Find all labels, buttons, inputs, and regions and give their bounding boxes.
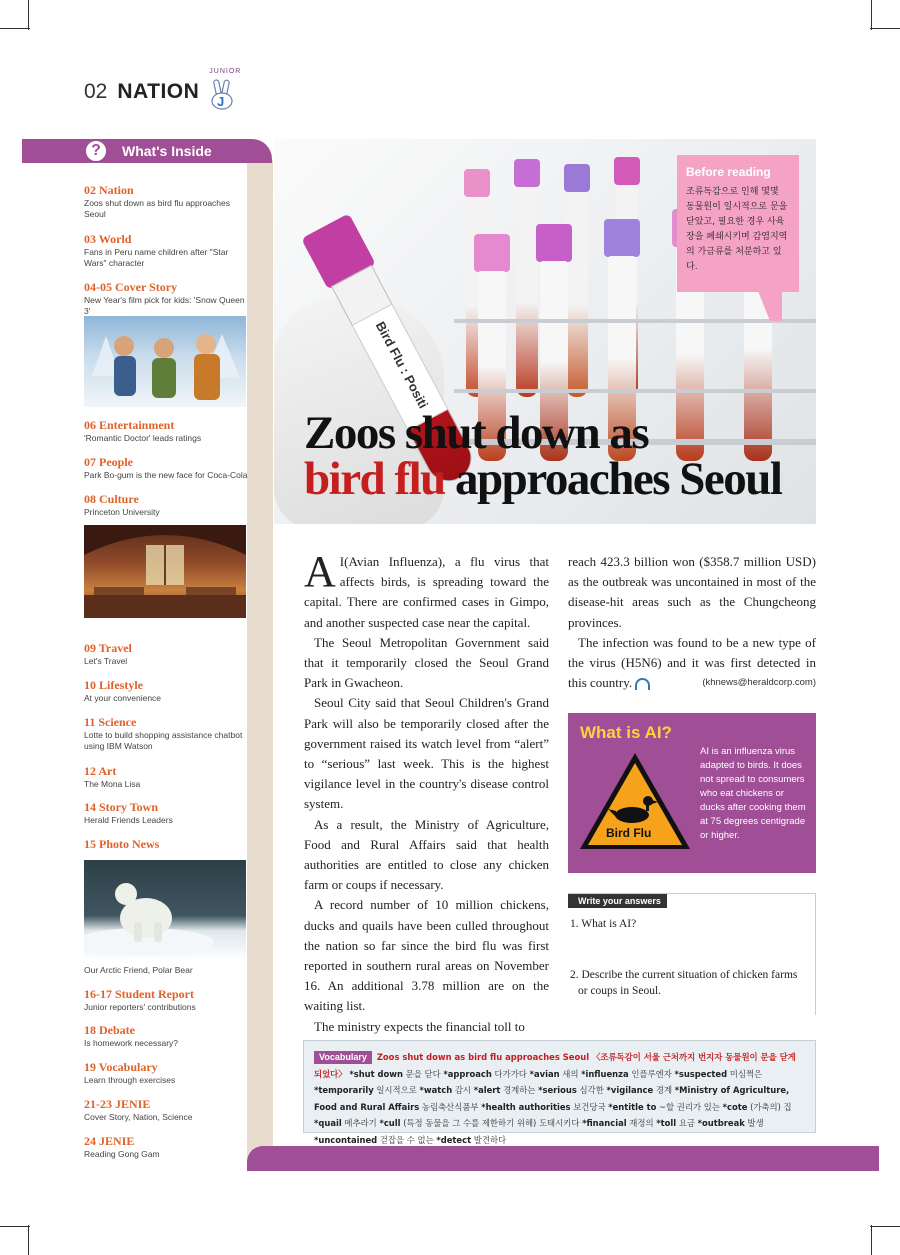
vocab-meaning: 발견하다: [473, 1134, 507, 1145]
toc-item[interactable]: [84, 1023, 249, 1049]
vocab-word: *toll: [656, 1118, 677, 1128]
vocab-meaning: ~할 권리가 있는: [659, 1101, 720, 1112]
toc-item-title: 07 People: [84, 455, 133, 469]
junior-logo: [205, 68, 242, 112]
question-icon: ?: [84, 139, 108, 163]
toc-item-subtitle: Park Bo-gum is the new face for Coca-Cola: [84, 470, 248, 480]
vocab-meaning: 새의: [562, 1068, 579, 1079]
toc-item-subtitle: New Year's film pick for kids: 'Snow Queen 3': [84, 295, 245, 316]
vocab-meaning: 경계하는: [503, 1085, 536, 1095]
tube-cap: [564, 164, 590, 192]
answers-tab: Write your answers: [568, 894, 667, 908]
drop-cap: A: [304, 547, 336, 596]
question-2: 2. Describe the current situation of chicken farms: [570, 969, 798, 981]
toc-item-title: 04-05 Cover Story: [84, 280, 178, 294]
vocabulary-headline: Zoos shut down as bird flu approaches Seoul 〈조류독감이 서울 근처까지 번지자 동물원이 문을 닫게 되었다〉: [314, 1052, 796, 1079]
crop-mark: [0, 1226, 30, 1227]
headline-line2: [304, 453, 814, 505]
article-paragraph: The infection was found to be a new type of the virus (H5N6) and it was first detected in this country.: [568, 634, 816, 691]
vocab-meaning: 다가가다: [494, 1068, 527, 1079]
toc-item-title: 16-17 Student Report: [84, 987, 194, 1001]
toc-item[interactable]: [84, 987, 249, 1013]
toc-item-subtitle: 'Romantic Doctor' leads ratings: [84, 433, 202, 443]
vocab-word: *influenza: [581, 1068, 629, 1079]
toc-item-subtitle: Zoos shut down as bird flu approaches Seoul: [84, 198, 231, 219]
princeton-hall-image: [84, 525, 246, 618]
page-header: [84, 68, 242, 112]
toc-item[interactable]: [84, 183, 249, 219]
toc-item[interactable]: [84, 837, 249, 851]
vocab-word: *watch: [419, 1085, 453, 1095]
answers-box: [568, 893, 816, 1015]
vocabulary-entries: [314, 1069, 792, 1145]
toc-item[interactable]: [84, 964, 249, 976]
vocab-word: *alert: [473, 1085, 501, 1095]
logo-text: JUNIOR: [209, 68, 242, 75]
toc-item-subtitle: Our Arctic Friend, Polar Bear: [84, 965, 193, 975]
toc-item-title: 03 World: [84, 232, 132, 246]
vocab-meaning: 감시: [454, 1085, 472, 1095]
tube-cap: [514, 159, 540, 187]
vocab-word: *cull: [379, 1118, 401, 1128]
toc-item-subtitle: Lotte to build shopping assistance chatbot using IBM Watson: [84, 730, 243, 751]
toc-item-title: 14 Story Town: [84, 800, 159, 814]
vocab-meaning: 재정의: [629, 1118, 654, 1128]
question-2-continued: or coups in Seoul.: [578, 985, 662, 997]
vocab-word: *entitle to: [608, 1101, 657, 1112]
toc-item[interactable]: [84, 764, 249, 790]
article-paragraph: Seoul City said that Seoul Children's Grand Park will also be temporarily closed after the government raised its watch level from “alert” to “serious” last week. This is the highest vigilance level in the country's disease control system.: [304, 695, 549, 812]
toc-item-title: 15 Photo News: [84, 837, 160, 851]
headphone-icon[interactable]: [635, 678, 650, 690]
crop-mark: [0, 28, 30, 29]
bird-flu-sign-label: Bird Flu: [606, 826, 652, 840]
toc-item-title: 11 Science: [84, 715, 137, 729]
vocab-word: *shut down: [349, 1068, 403, 1079]
toc-item-title: 09 Travel: [84, 641, 132, 655]
bottom-bar: [247, 1146, 879, 1171]
vocab-word: *detect: [436, 1134, 472, 1145]
toc-item-subtitle: Cover Story, Nation, Science: [84, 1112, 193, 1122]
toc-item[interactable]: [84, 641, 249, 667]
whats-inside-title: What's Inside: [122, 143, 212, 159]
what-is-ai-box: [568, 713, 816, 873]
toc-item-subtitle: Learn through exercises: [84, 1075, 176, 1085]
toc-item[interactable]: [84, 418, 249, 444]
article-paragraph: The Seoul Metropolitan Government said that it temporarily closed the Seoul Grand Park in Gwacheon.: [304, 634, 549, 691]
article-headline: [304, 407, 814, 505]
crop-mark: [28, 0, 29, 30]
vocab-word: *serious: [538, 1085, 577, 1095]
toc-item-title: 12 Art: [84, 764, 117, 778]
hand-v-icon: [205, 72, 241, 112]
toc-item-subtitle: Junior reporters' contributions: [84, 1002, 196, 1012]
crop-mark: [28, 1225, 29, 1255]
vocab-word: *cote: [722, 1101, 748, 1112]
article-column-2: [568, 552, 816, 693]
vocab-word: *temporarily: [314, 1085, 374, 1095]
crop-mark: [871, 0, 872, 30]
toc-item[interactable]: [84, 280, 249, 316]
article-paragraph: reach 423.3 billion won ($358.7 million USD) as the outbreak was uncontained in most of the disease-hit areas such as the Chungcheong provinces.: [568, 554, 816, 630]
vocab-meaning: (가축의) 집: [750, 1101, 792, 1112]
vocab-meaning: 보건당국: [573, 1101, 606, 1112]
before-reading-title: Before reading: [686, 165, 771, 179]
vocab-word: *outbreak: [697, 1118, 745, 1128]
vocab-meaning: 경계: [655, 1085, 673, 1095]
vocab-word: *uncontained: [314, 1134, 378, 1145]
toc-item-subtitle: Let's Travel: [84, 656, 128, 666]
toc-item[interactable]: [84, 492, 249, 518]
toc-item[interactable]: [84, 455, 249, 481]
tube-cap: [464, 169, 490, 197]
vocab-word: *health authorities: [481, 1101, 571, 1112]
vocab-meaning: 발생: [747, 1118, 764, 1128]
toc-item-title: 21-23 JENIE: [84, 1097, 151, 1111]
test-tube: [516, 187, 538, 397]
vocab-meaning: 걷잡을 수 없는: [379, 1134, 434, 1145]
question-1: 1. What is AI?: [570, 918, 637, 930]
vocab-meaning: 문을 닫다: [405, 1068, 441, 1079]
vocab-meaning: 농림축산식품부: [421, 1101, 479, 1112]
page-number: 02: [84, 80, 108, 103]
toc-item[interactable]: [84, 715, 249, 751]
article-paragraph: As a result, the Ministry of Agriculture, Food and Rural Affairs said that health authorities are entitled to close any chicken farm or coups if necessary.: [304, 816, 549, 893]
article-paragraph: A record number of 10 million chickens, ducks and quails have been culled throughout the nation so far since the bird flu was first reported in southern rural areas on November 16. An additional 3.78 million are on the waiting list.: [304, 897, 549, 1014]
test-tube: [566, 192, 588, 397]
toc-item[interactable]: [84, 678, 249, 704]
vocab-meaning: 메추라기: [344, 1118, 377, 1128]
tube-cap: [474, 234, 510, 272]
toc-item[interactable]: [84, 232, 249, 268]
vocab-word: *suspected: [674, 1068, 728, 1079]
toc-item[interactable]: [84, 800, 249, 826]
vocab-word: *approach: [443, 1068, 492, 1079]
article-paragraph: The ministry expects the financial toll to: [314, 1018, 525, 1034]
headline-red: bird flu: [304, 453, 445, 505]
toc-item-subtitle: Herald Friends Leaders: [84, 815, 173, 825]
toc-item[interactable]: [84, 1097, 249, 1123]
speech-bubble-tail: [758, 291, 782, 321]
snow-queen-image: [84, 316, 246, 407]
article-paragraph: I(Avian Influenza), a flu virus that affects birds, is spreading toward the capital. There are confirmed cases in Gimpo, and another suspected case near the capital.: [304, 554, 549, 630]
whats-inside-header: [22, 139, 272, 163]
crop-mark: [871, 1225, 872, 1255]
vocab-meaning: (특정 동물을 그 수를 제한하기 위해) 도태시키다: [403, 1118, 580, 1128]
tube-cap: [604, 219, 640, 257]
ai-box-title: What is AI?: [580, 723, 672, 742]
author-email[interactable]: (khnews@heraldcorp.com): [702, 677, 816, 689]
toc-item-title: 19 Vocabulary: [84, 1060, 158, 1074]
article-column-1: [304, 547, 549, 1037]
vocabulary-tag: Vocabulary: [314, 1051, 372, 1064]
logo-letter: J: [217, 94, 225, 109]
vocab-word: *quail: [314, 1118, 342, 1128]
toc-item[interactable]: [84, 1134, 249, 1160]
polar-bear-image: [84, 860, 246, 961]
before-reading-box: [677, 155, 799, 292]
sidebar-edge: [247, 160, 273, 1171]
toc-item-subtitle: Fans in Peru name children after "Star Wars" character: [84, 247, 229, 268]
toc-item-subtitle: Reading Gong Gam: [84, 1149, 160, 1159]
tube-cap: [614, 157, 640, 185]
before-reading-text: 조류독감으로 인해 몇몇 동물원이 일시적으로 문을 닫았고, 필요한 경우 사육장을 폐쇄시키며 감염지역의 가금류를 처분하고 있다.: [686, 187, 788, 272]
vocab-meaning: 일시적으로: [376, 1085, 417, 1095]
section-name: NATION: [117, 80, 200, 103]
headline-rest: approaches Seoul: [444, 453, 782, 505]
toc-item-title: 24 JENIE: [84, 1134, 135, 1148]
toc-item-title: 18 Debate: [84, 1023, 135, 1037]
vocab-meaning: 심각한: [579, 1085, 604, 1095]
toc-item-title: 02 Nation: [84, 183, 134, 197]
vocab-meaning: 요금: [678, 1118, 695, 1128]
tube-cap: [536, 224, 572, 262]
crop-mark: [870, 1226, 900, 1227]
toc-item-subtitle: Is homework necessary?: [84, 1038, 179, 1048]
vocab-word: *Ministry of Agriculture, Food and Rural Affairs: [314, 1085, 790, 1112]
vocab-word: *financial: [582, 1118, 627, 1128]
toc-item-subtitle: Princeton University: [84, 507, 160, 517]
toc-item-title: 08 Culture: [84, 492, 139, 506]
vocab-meaning: 미심쩍은: [729, 1068, 763, 1079]
headline-line1: Zoos shut down as: [304, 407, 649, 459]
toc-item[interactable]: [84, 1060, 249, 1086]
ai-box-text: AI is an influenza virus adapted to birds. It does not spread to consumers who eat chickens or ducks after cooking them at 75 degrees centigrade or higher.: [700, 746, 806, 841]
vocab-meaning: 인플루엔자: [631, 1068, 672, 1079]
toc-item-title: 10 Lifestyle: [84, 678, 143, 692]
vocab-word: *avian: [529, 1068, 560, 1079]
tube-label: Bird Flu : Positi: [372, 319, 432, 411]
toc-item-subtitle: At your convenience: [84, 693, 162, 703]
vocab-word: *vigilance: [606, 1085, 654, 1095]
rack-bar: [454, 389, 816, 393]
toc-item-title: 06 Entertainment: [84, 418, 175, 432]
vocabulary-box: [303, 1040, 816, 1145]
toc-item-subtitle: The Mona Lisa: [84, 779, 141, 789]
crop-mark: [870, 28, 900, 29]
